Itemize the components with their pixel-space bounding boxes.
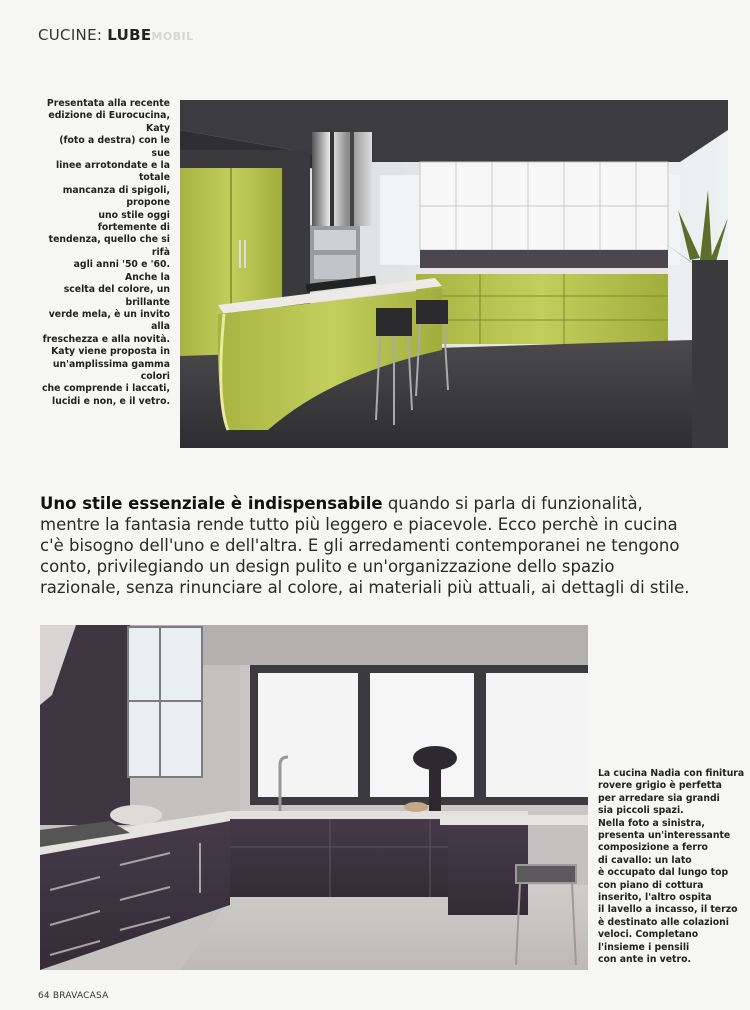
- caption-line: uno stile oggi fortemente di: [97, 209, 170, 234]
- caption-line: La cucina Nadia con finitura: [598, 768, 745, 779]
- magazine-name: BRAVACASA: [52, 991, 109, 1001]
- page-number: 64: [38, 991, 50, 1001]
- caption-line: scelta del colore, un brillante: [63, 284, 170, 308]
- caption-line: sia piccoli spazi.: [598, 805, 684, 817]
- caption-line: è occupato dal lungo top: [598, 867, 729, 879]
- caption-line: che comprende i laccati,: [42, 383, 170, 395]
- caption-line: edizione di Eurocucina, Katy: [48, 110, 170, 134]
- caption-line: freschezza e alla novità.: [42, 333, 170, 345]
- lead-line: quando si parla di funzionalità,: [382, 494, 643, 513]
- caption-line: lucidi e non, e il vetro.: [52, 395, 170, 407]
- section-label: CUCINE:: [38, 26, 103, 44]
- caption-line: con ante in vetro.: [598, 954, 691, 966]
- photo-nadia-kitchen: [40, 625, 588, 970]
- lead-line: c'è bisogno dell'uno e dell'altra. E gli arredamenti contemporanei ne tengono: [40, 536, 680, 555]
- caption-line: il lavello a incasso, il terzo: [598, 904, 738, 916]
- section-header: [38, 26, 194, 44]
- caption-line: presenta un'interessante: [598, 830, 731, 842]
- photo-katy-kitchen: [180, 100, 728, 448]
- caption-line: agli anni '50 e '60. Anche la: [73, 259, 170, 283]
- caption-line: rovere grigio è perfetta: [598, 780, 722, 792]
- lead-bold: Uno stile essenziale è indispensabile: [40, 494, 383, 513]
- lead-line: mentre la fantasia rende tutto più leggero e piacevole. Ecco perchè in cucina: [40, 515, 678, 534]
- lead-line: razionale, senza rinunciare al colore, ai materiali più attuali, ai dettagli di stile.: [40, 578, 690, 597]
- brand-name: LUBE: [107, 26, 152, 44]
- caption-line: Nella foto a sinistra,: [598, 817, 705, 829]
- caption-nadia: [598, 768, 748, 967]
- caption-line: è destinato alle colazioni: [598, 916, 729, 928]
- caption-line: tendenza, quello che si rifà: [48, 234, 170, 258]
- caption-line: linee arrotondate e la totale: [55, 160, 170, 184]
- caption-line: inserito, l'altro ospita: [598, 892, 712, 904]
- caption-katy: [42, 98, 170, 408]
- caption-line: mancanza di spigoli, propone: [62, 184, 170, 209]
- caption-line: composizione a ferro: [598, 842, 708, 854]
- caption-line: veloci. Completano: [598, 929, 699, 941]
- page-footer: [38, 991, 108, 1001]
- lead-line: conto, privilegiando un design pulito e un'organizzazione dello spazio: [40, 557, 615, 576]
- caption-line: verde mela, è un invito alla: [48, 308, 170, 333]
- caption-line: l'insieme i pensili: [598, 941, 690, 953]
- caption-line: un'amplissima gamma colori: [52, 358, 170, 382]
- caption-line: Katy viene proposta in: [51, 346, 170, 358]
- caption-line: con piano di cottura: [598, 879, 704, 891]
- lead-paragraph: [40, 493, 730, 598]
- caption-line: Presentata alla recente: [46, 98, 170, 109]
- caption-line: per arredare sia grandi: [598, 792, 720, 804]
- brand-faded-suffix: MOBIL: [151, 30, 194, 43]
- caption-line: di cavallo: un lato: [598, 854, 692, 866]
- caption-line: (foto a destra) con le sue: [59, 135, 170, 159]
